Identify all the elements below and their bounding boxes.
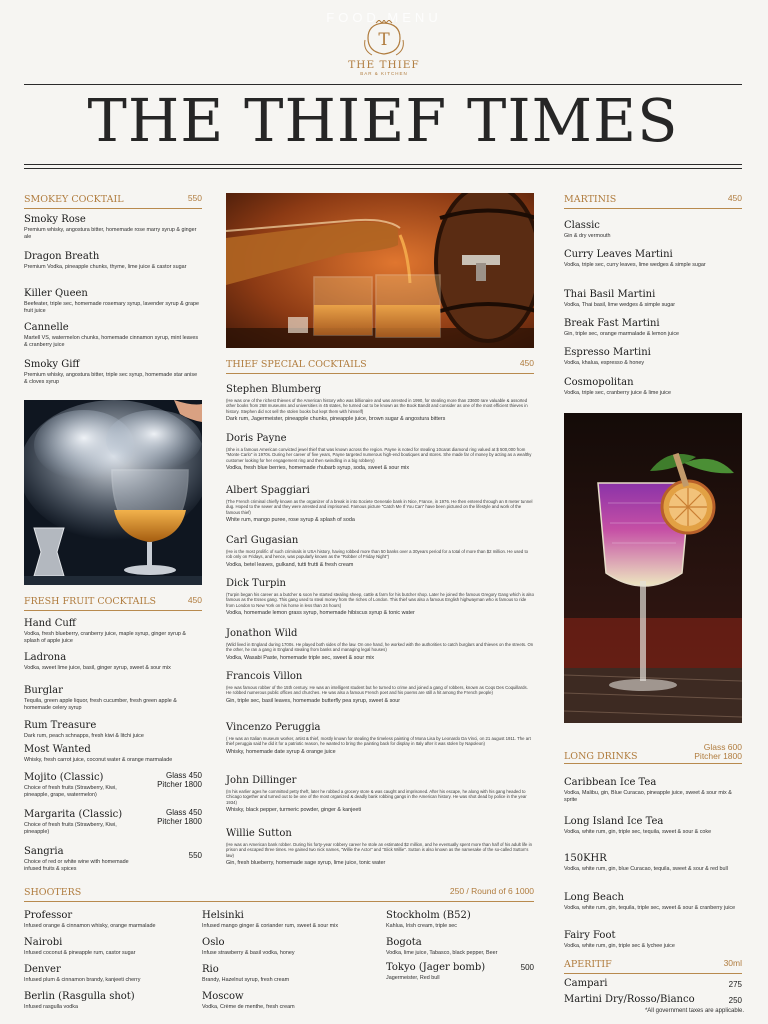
special-item: Vincenzo Peruggia ( He was an Italian museum worker, artist & thief, mostly known for stealing the timeless painting of Mona Lisa by Leonardo Da Vinci, on 21 august 1911. The art thief peruggia said he did it for a patriotic reason, he wanted to bring the painting back for display in Italy after it was stolen by Napoleon) Whisky, homemade date syrup & orange juice xyxy=(226,722,531,755)
long-drink-item: Caribbean Ice Tea Vodka, Malibu, gin, Blue Curacao, pineapple juice, sweet & sour mix & sprite xyxy=(564,777,732,804)
aperitif-item: Martini Dry/Rosso/Bianco 250 xyxy=(564,994,742,1005)
shooter-item: Tokyo (Jager bomb) Jagermeister, Red bull 500 xyxy=(386,962,534,981)
fresh-item: Sangria Choice of red or white wine with homemade infused fruits & spices 550 xyxy=(24,846,202,873)
smokey-item: Smoky Rose Premium whisky, angostura bitter, homemade rose marry syrup & ginger ale xyxy=(24,214,197,241)
special-item: Dick Turpin (Turpin began his career as a butcher & soon he started stealing sheep, cattle & farm for his butcher shop. Later he joined the famous Gregory Gang which is also famous as the Essex gang. This gang used to steal money from the riches of London. This thief was also a famous English highwayman who is famous to ride from London to New York on his horse in less than 24 hours) Vodka, homemade lemon grass syrup, homemade hibiscus syrup & tonic water xyxy=(226,578,534,617)
shooter-item: Bogota Vodka, lime juice, Tabasco, black pepper, Beer xyxy=(386,937,498,956)
section-price: 30ml xyxy=(723,958,742,968)
brand-logo xyxy=(348,20,420,82)
special-item: Francois Villon (He was famous robber of the 15th century. He was an intelligent student but he turned to crime and joined a gang of robbers, known as Coqs Des Coquillards. He robbed numerous public offices and churches. He was also a famous French poet and his poems are still a hit among the French people) Gin, triple sec, basil leaves, homemade butterfly pea syrup, sweet & sour xyxy=(226,671,528,704)
top-rule xyxy=(24,84,742,85)
section-title: APERITIF xyxy=(564,959,612,970)
special-section-header xyxy=(226,358,534,374)
shooters-section-header xyxy=(24,886,534,902)
section-price: 450 xyxy=(519,358,534,368)
fresh-item: Most Wanted Whisky, fresh carrot juice, coconut water & orange marmalade xyxy=(24,744,173,763)
section-title: LONG DRINKS xyxy=(564,751,638,762)
logo-letter: T xyxy=(378,30,390,50)
martinis-section-header xyxy=(564,193,742,209)
smokey-item: Killer Queen Beefeater, triple sec, homemade rosemary syrup, lavender syrup & grape fruit juice xyxy=(24,288,199,315)
fresh-item: Rum Treasure Dark rum, peach schnapps, fresh kiwi & litchi juice xyxy=(24,720,144,739)
smokey-section-header xyxy=(24,193,202,209)
top-label: FOOD MENU xyxy=(326,10,442,25)
special-item: Jonathon Wild (Wild lived in England during 1700s. He played both sides of the law. On one hand, he worked with the authorities to catch burglars and thieves on the streets. On the other, he ran a gang in England stealing from banks and managing legal houses) Vodka, Wasabi Paste, homemade triple sec, sweet & sour mix xyxy=(226,628,534,661)
martini-item: Cosmopolitan Vodka, triple sec, cranberry juice & lime juice xyxy=(564,377,671,396)
section-title: SMOKEY COCKTAIL xyxy=(24,194,124,205)
smoke-cocktail-photo xyxy=(24,400,202,585)
fresh-item: Hand Cuff Vodka, fresh blueberry, cranberry juice, maple syrup, ginger syrup & splash of apple juice xyxy=(24,618,186,645)
shooter-item: Oslo Infuse strawberry & basil vodka, honey xyxy=(202,937,295,956)
fresh-item: Ladrona Vodka, sweet lime juice, basil, ginger syrup, sweet & sour mix xyxy=(24,652,171,671)
special-item: Doris Payne (She is a famous American convicted jewel thief that was known across the region. Payne is noted for stealing 10carat diamond ring valued at $ 500,000 from "Monte Carlo" in 1970s. During her career of five years, Payne targeted numerous high-end boutiques and stores. She made far of money by acting as a wealthy customer looking for her engagement ring and then swindling in a big robbery) Vodka, fresh blue berries, homemade rhubarb syrup, soda, sweet & sour mix xyxy=(226,433,532,472)
shooter-item: Denver Infused plum & cinnamon brandy, kanjeeti cherry xyxy=(24,964,141,983)
fresh-section-header xyxy=(24,595,202,611)
special-item: Willie Sutton (He was an American bank robber. During his forty-year robbery career he stole an estimated $2 million, and he eventually spent more than half of his adult life in prison and escaped three times. He gained two nick names, "Willie the Actor" and "Slick Willie". Sutton is also known as the namesake of the so-called Sutton's law) Gin, fresh blueberry, homemade sage syrup, lime juice, tonic water xyxy=(226,828,532,867)
special-item: Carl Gugasian (He is the most prolific of such criminals in USA history, having robbed more than 50 banks over a 30years period for a total of more than $2 million. He used to rob only on Fridays, and hence, was popularly known as the "Robber of Friday Night") Vodka, betel leaves, gulkand, tutti frutti & fresh cream xyxy=(226,535,529,568)
long-drink-item: Fairy Foot Vodka, white rum, gin, triple sec & lychee juice xyxy=(564,930,675,949)
shooter-item: Berlin (Rasgulla shot) Infused rasgulla vodka xyxy=(24,991,135,1010)
aperitif-section-header xyxy=(564,958,742,974)
special-item: John Dillinger (In his earlier ages he committed petty theft, later he robbed a grocery store & was caught and imprisoned. After his escape, he along with his gang headed to Chicago together and turned out to be one of the most organized & deadly bank robbing gangs in the American history. He was shot dead by police in the year 1934) Whisky, black pepper, turmeric powder, ginger & kanjeeti xyxy=(226,775,527,814)
shooter-item: Helsinki Infused mango ginger & coriander rum, sweet & sour mix xyxy=(202,910,339,929)
section-title: FRESH FRUIT COCKTAILS xyxy=(24,596,157,607)
section-title: MARTINIS xyxy=(564,194,617,205)
section-title: SHOOTERS xyxy=(24,887,82,898)
long-drink-item: Long Island Ice Tea Vodka, white rum, gin, triple sec, tequila, sweet & sour & coke xyxy=(564,816,712,835)
title-rule-2 xyxy=(24,168,742,169)
smokey-item: Smoky Giff Premium whisky, angostura bitter, triple sec syrup, homemade star anise & cloves syrup xyxy=(24,359,198,386)
title-rule-1 xyxy=(24,164,742,165)
smokey-item: Cannelle Martell VS, watermelon chunks, homemade cinnamon syrup, mint leaves & cranberry juice xyxy=(24,322,199,349)
fresh-item: Mojito (Classic) Choice of fresh fruits (Strawberry, Kiwi, pineapple, grape, watermelon) Glass 450 Pitcher 1800 xyxy=(24,771,202,799)
section-price: 450 xyxy=(187,595,202,605)
long-drinks-section-header xyxy=(564,742,742,764)
crest-icon xyxy=(362,20,406,60)
section-title: THIEF SPECIAL COCKTAILS xyxy=(226,359,367,370)
section-price: Glass 600 Pitcher 1800 xyxy=(694,742,742,761)
page-title: THE THIEF TIMES xyxy=(87,86,679,155)
logo-name: THE THIEF xyxy=(348,59,420,71)
shooter-item: Moscow Vodka, Crème de menthe, fresh cream xyxy=(202,991,295,1010)
shooter-item: Rio Brandy, Hazelnut syrup, fresh cream xyxy=(202,964,290,983)
shooter-item: Stockholm (B52) Kahlua, Irish cream, triple sec xyxy=(386,910,471,929)
fresh-item: Burglar Tequila, green apple liquor, fresh cucumber, fresh green apple & homemade celery syrup xyxy=(24,685,177,712)
martini-item: Thai Basil Martini Vodka, Thai basil, lime wedges & simple sugar xyxy=(564,289,676,308)
section-price: 450 xyxy=(727,193,742,203)
tax-footnote: *All government taxes are applicable. xyxy=(644,1008,744,1014)
martini-item: Curry Leaves Martini Vodka, triple sec, curry leaves, lime wedges & simple sugar xyxy=(564,249,706,268)
martini-item: Espresso Martini Vodka, khalua, espresso & honey xyxy=(564,347,651,366)
long-drink-item: Long Beach Vodka, white rum, gin, tequila, triple sec, sweet & sour & cranberry juice xyxy=(564,892,736,911)
special-item: Stephen Blumberg (He was one of the richest thieves of the American history who was billionaire and was arrested in 1990, for stealing more than 23600 rare valuable & assorted other books from 268 museums and universities in 45 states, he turned out to be known as the Book Bandit and consider as one of the most efficient thieves in history. Stephen did not sell the stolen books but kept them with himself) Dark rum, Jagermeister, pineapple chunks, pineapple juice, brown sugar & angostura bitters xyxy=(226,384,528,423)
martini-item: Classic Gin & dry vermouth xyxy=(564,220,611,239)
martini-item: Break Fast Martini Gin, triple sec, orange marmalade & lemon juice xyxy=(564,318,680,337)
shooter-item: Professor Infused orange & cinnamon whisky, orange marmalade xyxy=(24,910,156,929)
shooter-item: Nairobi Infused coconut & pineapple rum, castor sugar xyxy=(24,937,136,956)
special-item: Albert Spaggiari (The French criminal chiefly known as the organizer of a break in into Societe Generale bank in Nice, France, in 1976. He then entered through an 8 meter tunnel dug. Hoped to the sewer and they were arrested and imprisoned. Famous picture "Catch Me If You Can" have been pictured on the lifestyle and work of the famous thief) White rum, mango puree, rose syrup & splash of soda xyxy=(226,485,533,524)
section-price: 250 / Round of 6 1000 xyxy=(449,886,534,896)
whisky-pour-photo xyxy=(226,193,534,348)
aperitif-item: Campari 275 xyxy=(564,978,742,989)
purple-cocktail-photo xyxy=(564,413,742,723)
section-price: 550 xyxy=(187,193,202,203)
smokey-item: Dragon Breath Premium Vodka, pineapple chunks, thyme, lime juice & castor sugar xyxy=(24,251,187,270)
long-drink-item: 150KHR Vodka, white rum, gin, blue Curacao, tequila, sweet & sour & red bull xyxy=(564,853,728,872)
logo-subtitle: BAR & KITCHEN xyxy=(360,71,408,76)
fresh-item: Margarita (Classic) Choice of fresh fruits (Strawberry, Kiwi, pineapple) Glass 450 Pitcher 1800 xyxy=(24,808,202,836)
